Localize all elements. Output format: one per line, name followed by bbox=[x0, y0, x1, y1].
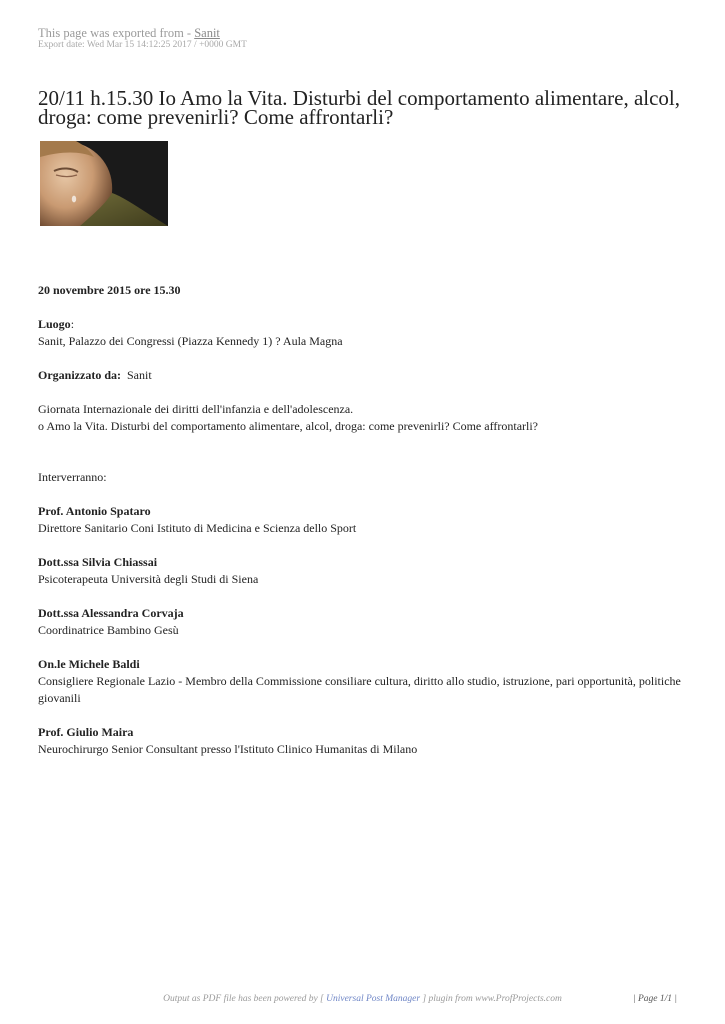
speaker-role: Psicoterapeuta Università degli Studi di Siena bbox=[38, 572, 259, 586]
speaker-name: Prof. Antonio Spataro bbox=[38, 504, 151, 518]
description-line-1: Giornata Internazionale dei diritti dell'infanzia e dell'adolescenza. bbox=[38, 402, 354, 416]
footer-prefix: Output as PDF file has been powered by [ bbox=[163, 994, 327, 1004]
export-date: Export date: Wed Mar 15 14:12:25 2017 / +0000 GMT bbox=[38, 40, 247, 50]
speaker-role: Direttore Sanitario Coni Istituto di Medicina e Scienza dello Sport bbox=[38, 521, 357, 535]
export-header bbox=[38, 26, 678, 51]
article-title: 20/11 h.15.30 Io Amo la Vita. Disturbi del comportamento alimentare, alcol, droga: come prevenirli? Come affrontarli? bbox=[38, 86, 681, 129]
child-crying-image bbox=[40, 141, 168, 226]
article-image bbox=[40, 141, 168, 226]
event-date: 20 novembre 2015 ore 15.30 bbox=[38, 283, 181, 297]
speaker-name: Dott.ssa Silvia Chiassai bbox=[38, 555, 158, 569]
speaker-name: On.le Michele Baldi bbox=[38, 657, 140, 671]
footer-suffix: ] plugin from www.ProfProjects.com bbox=[420, 994, 562, 1004]
location-value: Sanit, Palazzo dei Congressi (Piazza Kennedy 1) ? Aula Magna bbox=[38, 334, 343, 348]
pdf-footer bbox=[0, 994, 725, 1004]
speaker-role: Neurochirurgo Senior Consultant presso l'Istituto Clinico Humanitas di Milano bbox=[38, 742, 418, 756]
export-prefix: This page was exported from - bbox=[38, 26, 195, 40]
organizer-value: Sanit bbox=[127, 368, 152, 382]
location-label: Luogo bbox=[38, 317, 71, 331]
speaker-name: Dott.ssa Alessandra Corvaja bbox=[38, 606, 184, 620]
export-source bbox=[38, 26, 678, 40]
page-number: | Page 1/1 | bbox=[632, 994, 677, 1004]
speaker-role: Consigliere Regionale Lazio - Membro della Commissione consiliare cultura, diritto allo studio, istruzione, pari opportunità, politiche giovanili bbox=[38, 674, 681, 705]
article-body bbox=[38, 282, 688, 758]
site-link[interactable]: Sanit bbox=[194, 26, 220, 40]
description-line-2: o Amo la Vita. Disturbi del comportamento alimentare, alcol, droga: come prevenirli? Come affrontarli? bbox=[38, 419, 539, 433]
speaker-role: Coordinatrice Bambino Gesù bbox=[38, 623, 179, 637]
speaker-name: Prof. Giulio Maira bbox=[38, 725, 134, 739]
organizer-label: Organizzato da: bbox=[38, 368, 121, 382]
organizer-block bbox=[38, 367, 688, 384]
plugin-link[interactable]: Universal Post Manager bbox=[326, 994, 421, 1004]
location-block: Luogo: bbox=[38, 317, 75, 331]
speakers-intro: Interverranno: bbox=[38, 470, 107, 484]
